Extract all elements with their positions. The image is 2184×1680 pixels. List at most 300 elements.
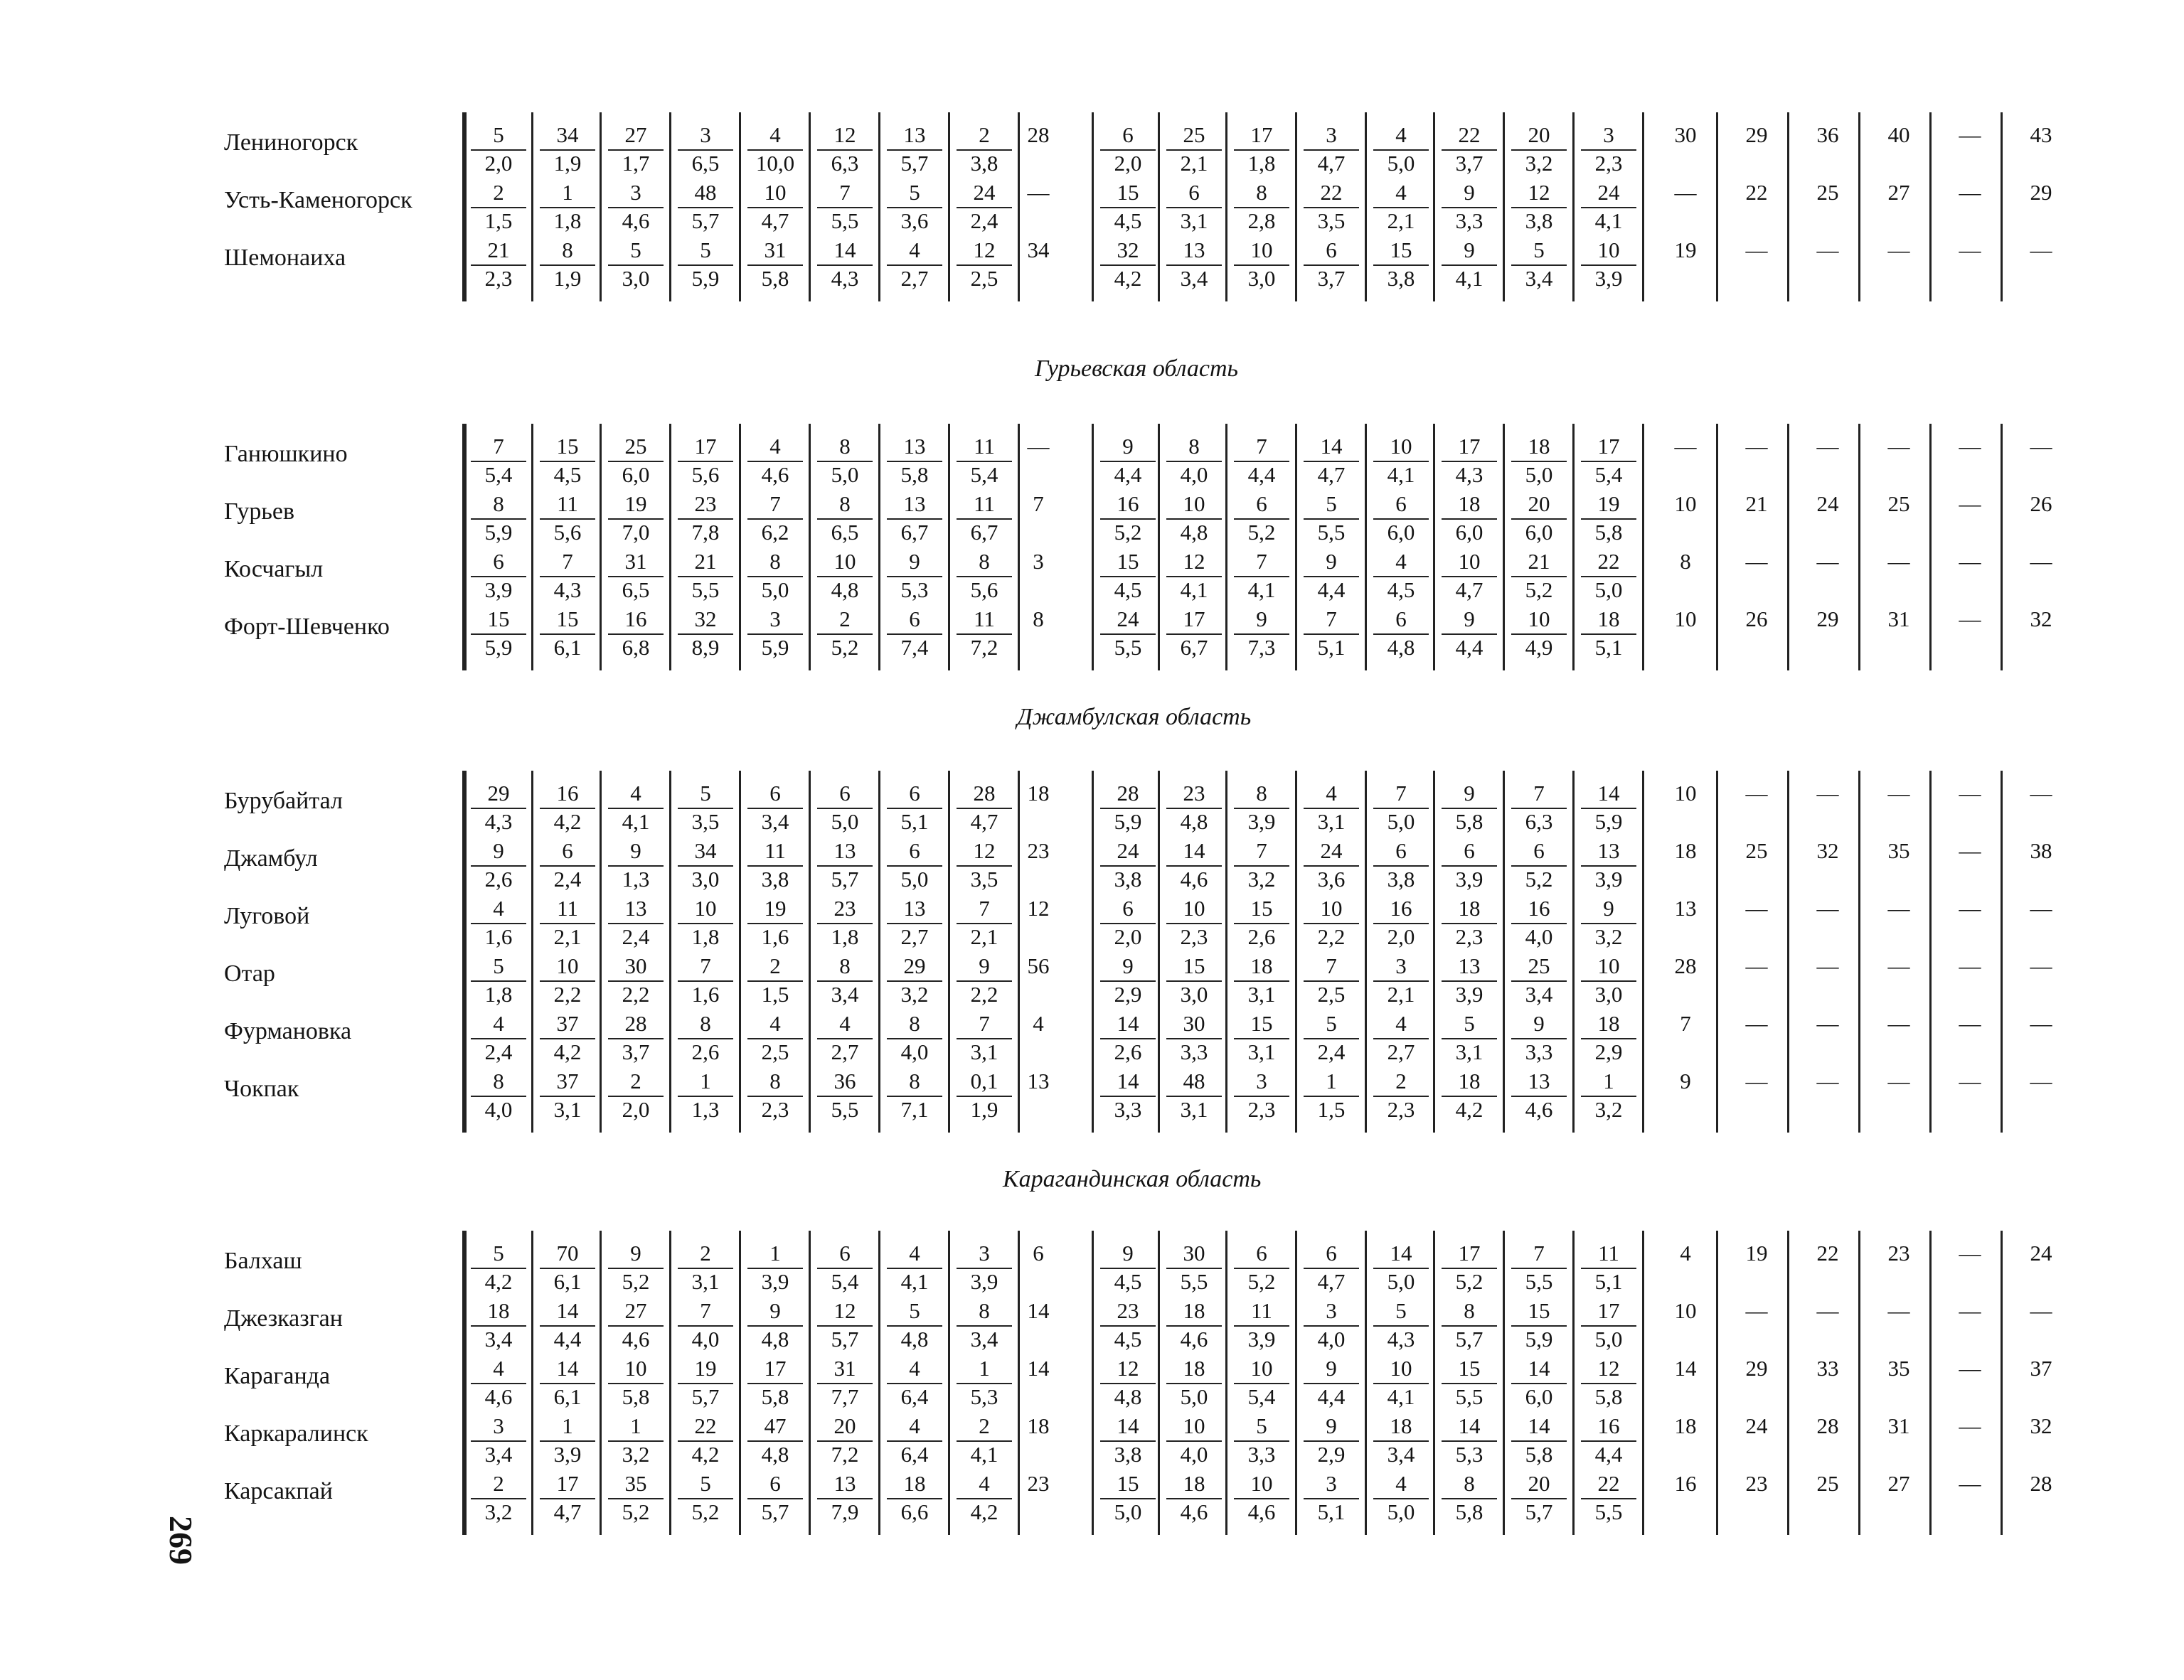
- denominator: 2,4: [484, 1039, 513, 1064]
- denominator: 4,7: [970, 809, 998, 834]
- mid-value: 14: [1027, 1356, 1050, 1381]
- tail-value: 28: [1674, 953, 1697, 978]
- column-rule: [669, 1231, 671, 1535]
- numerator: 20: [1528, 1471, 1550, 1496]
- denominator: 4,1: [1455, 266, 1483, 291]
- numerator: 4: [769, 122, 781, 147]
- numerator: 9: [1464, 606, 1475, 631]
- denominator: 2,6: [1114, 1039, 1142, 1064]
- tail-value: —: [2030, 434, 2052, 459]
- column-rule: [739, 424, 741, 670]
- denominator: 2,2: [553, 982, 582, 1007]
- fraction-cell: [603, 1241, 668, 1295]
- denominator: 4,2: [970, 1499, 998, 1524]
- mid-value: 28: [1027, 122, 1050, 147]
- numerator: 4: [630, 781, 641, 806]
- tail-value: 10: [1674, 606, 1697, 631]
- fraction-cell: [1161, 838, 1227, 892]
- tail-value: —: [2030, 953, 2052, 978]
- fraction-cell: [603, 781, 668, 835]
- numerator: 9: [1326, 1356, 1337, 1381]
- tail-value: —: [1674, 434, 1697, 459]
- fraction-cell: [1299, 1471, 1364, 1525]
- numerator: 7: [1256, 549, 1267, 574]
- denominator: 2,8: [1247, 208, 1276, 233]
- fraction-cell: [742, 1298, 808, 1352]
- fraction-cell: [1299, 491, 1364, 545]
- mid-value: 56: [1027, 953, 1050, 978]
- fraction-cell: [882, 896, 947, 950]
- fraction-cell: [812, 1471, 878, 1525]
- numerator: 6: [909, 781, 920, 806]
- denominator: 3,8: [1387, 266, 1415, 291]
- section-title: Карагандинская область: [1003, 1166, 1262, 1192]
- numerator: 14: [833, 237, 856, 262]
- denominator: 3,1: [691, 1269, 720, 1294]
- fraction-cell: [1095, 838, 1161, 892]
- fraction-cell: [1299, 1413, 1364, 1467]
- fraction-cell: [1506, 838, 1572, 892]
- tail-value: —: [2030, 237, 2052, 262]
- denominator: 4,3: [831, 266, 859, 291]
- denominator: 2,3: [761, 1097, 789, 1122]
- denominator: 5,8: [1525, 1442, 1553, 1467]
- tail-value: 10: [1674, 1298, 1697, 1323]
- tail-value: 10: [1674, 491, 1697, 516]
- denominator: 10,0: [755, 151, 795, 176]
- fraction-cell: [466, 180, 531, 234]
- numerator: 15: [1117, 1471, 1139, 1496]
- numerator: 8: [1256, 781, 1267, 806]
- numerator: 8: [769, 1069, 781, 1093]
- denominator: 3,9: [1247, 1327, 1276, 1352]
- denominator: 3,9: [1594, 266, 1623, 291]
- numerator: 20: [1528, 122, 1550, 147]
- numerator: 13: [903, 434, 926, 459]
- numerator: 1: [1603, 1069, 1614, 1093]
- denominator: 3,8: [1114, 867, 1142, 892]
- numerator: 6: [1326, 1241, 1337, 1266]
- tail-value: 8: [1680, 549, 1691, 574]
- denominator: 3,7: [1455, 151, 1483, 176]
- fraction-cell: [535, 549, 600, 603]
- numerator: 15: [1458, 1356, 1481, 1381]
- tail-value: 25: [1816, 1471, 1839, 1496]
- numerator: 4: [769, 1011, 781, 1036]
- denominator: 3,3: [1455, 208, 1483, 233]
- mid-value: 6: [1033, 1241, 1044, 1266]
- numerator: 30: [624, 953, 647, 978]
- tail-value: —: [1959, 491, 1981, 516]
- denominator: 2,4: [1317, 1039, 1346, 1064]
- tail-value: —: [1887, 549, 1910, 574]
- numerator: 13: [1183, 237, 1205, 262]
- numerator: 14: [1320, 434, 1343, 459]
- denominator: 3,2: [1247, 867, 1276, 892]
- denominator: 3,1: [1455, 1039, 1483, 1064]
- fraction-cell: [1161, 1298, 1227, 1352]
- denominator: 1,8: [691, 924, 720, 949]
- fraction-cell: [882, 1413, 947, 1467]
- numerator: 15: [487, 606, 510, 631]
- denominator: 3,4: [761, 809, 789, 834]
- denominator: 1,3: [691, 1097, 720, 1122]
- fraction-cell: [466, 953, 531, 1007]
- column-rule: [1642, 112, 1644, 301]
- fraction-cell: [1161, 781, 1227, 835]
- column-rule: [1716, 424, 1718, 670]
- fraction-cell: [603, 953, 668, 1007]
- numerator: 9: [630, 838, 641, 863]
- fraction-cell: [1161, 1069, 1227, 1123]
- fraction-cell: [603, 1069, 668, 1123]
- denominator: 3,2: [1594, 1097, 1623, 1122]
- numerator: 5: [700, 1471, 711, 1496]
- fraction-cell: [466, 838, 531, 892]
- fraction-cell: [742, 122, 808, 176]
- denominator: 1,8: [831, 924, 859, 949]
- numerator: 16: [1117, 491, 1139, 516]
- tail-value: —: [1816, 953, 1839, 978]
- denominator: 2,4: [622, 924, 650, 949]
- fraction-cell: [1506, 953, 1572, 1007]
- tail-value: —: [1959, 838, 1981, 863]
- denominator: 5,0: [1387, 809, 1415, 834]
- numerator: 22: [1597, 1471, 1620, 1496]
- denominator: 3,1: [1317, 809, 1346, 834]
- numerator: 5: [1533, 237, 1545, 262]
- numerator: 37: [556, 1069, 579, 1093]
- denominator: 1,5: [761, 982, 789, 1007]
- fraction-cell: [603, 1011, 668, 1065]
- denominator: 5,9: [1525, 1327, 1553, 1352]
- column-rule: [1716, 771, 1718, 1133]
- denominator: 5,2: [1114, 520, 1142, 545]
- fraction-cell: [603, 1298, 668, 1352]
- numerator: 0,1: [970, 1069, 998, 1093]
- denominator: 3,9: [1594, 867, 1623, 892]
- fraction-cell: [1506, 434, 1572, 488]
- fraction-cell: [1161, 953, 1227, 1007]
- station-name: Отар: [224, 961, 275, 987]
- numerator: 9: [1326, 1413, 1337, 1438]
- fraction-cell: [1299, 549, 1364, 603]
- denominator: 4,9: [1525, 635, 1553, 660]
- numerator: 27: [624, 1298, 647, 1323]
- fraction-cell: [812, 1356, 878, 1410]
- numerator: 18: [1458, 1069, 1481, 1093]
- fraction-cell: [1576, 1356, 1641, 1410]
- numerator: 7: [769, 491, 781, 516]
- tail-value: —: [1959, 1241, 1981, 1266]
- denominator: 7,9: [831, 1499, 859, 1524]
- numerator: 23: [1117, 1298, 1139, 1323]
- denominator: 7,4: [900, 635, 929, 660]
- numerator: 21: [694, 549, 717, 574]
- numerator: 5: [493, 122, 504, 147]
- numerator: 10: [694, 896, 717, 921]
- numerator: 18: [1458, 491, 1481, 516]
- denominator: 6,5: [691, 151, 720, 176]
- numerator: 17: [1183, 606, 1205, 631]
- station-name: Гурьев: [224, 498, 295, 525]
- numerator: 18: [1183, 1471, 1205, 1496]
- fraction-cell: [1576, 237, 1641, 291]
- fraction-cell: [812, 1241, 878, 1295]
- denominator: 2,3: [1455, 924, 1483, 949]
- numerator: 6: [1122, 122, 1134, 147]
- denominator: 2,7: [831, 1039, 859, 1064]
- column-rule: [809, 112, 811, 301]
- denominator: 4,7: [1317, 151, 1346, 176]
- denominator: 5,8: [1455, 1499, 1483, 1524]
- numerator: 2: [630, 1069, 641, 1093]
- numerator: 4: [909, 237, 920, 262]
- numerator: 5: [909, 180, 920, 205]
- numerator: 14: [556, 1298, 579, 1323]
- fraction-cell: [535, 1241, 600, 1295]
- denominator: 5,1: [1594, 635, 1623, 660]
- tail-value: —: [1745, 549, 1768, 574]
- denominator: 6,0: [1387, 520, 1415, 545]
- numerator: 37: [556, 1011, 579, 1036]
- numerator: 70: [556, 1241, 579, 1266]
- numerator: 28: [624, 1011, 647, 1036]
- mid-value: 14: [1027, 1298, 1050, 1323]
- numerator: 24: [1117, 606, 1139, 631]
- fraction-cell: [673, 1298, 738, 1352]
- denominator: 6,5: [831, 520, 859, 545]
- fraction-cell: [952, 434, 1017, 488]
- station-name: Усть-Каменогорск: [224, 187, 412, 213]
- numerator: 7: [1533, 1241, 1545, 1266]
- numerator: 6: [1395, 606, 1407, 631]
- fraction-cell: [673, 1471, 738, 1525]
- numerator: 5: [493, 953, 504, 978]
- numerator: 47: [764, 1413, 787, 1438]
- column-rule: [1929, 1231, 1932, 1535]
- denominator: 2,0: [622, 1097, 650, 1122]
- numerator: 11: [974, 434, 995, 459]
- fraction-cell: [812, 896, 878, 950]
- fraction-cell: [742, 237, 808, 291]
- denominator: 5,5: [1180, 1269, 1208, 1294]
- tail-value: 32: [2030, 1413, 2052, 1438]
- denominator: 3,0: [1247, 266, 1276, 291]
- numerator: 35: [624, 1471, 647, 1496]
- column-rule: [739, 112, 741, 301]
- numerator: 7: [493, 434, 504, 459]
- denominator: 5,0: [1525, 462, 1553, 487]
- denominator: 5,9: [484, 635, 513, 660]
- fraction-cell: [882, 1471, 947, 1525]
- fraction-cell: [603, 491, 668, 545]
- tail-value: —: [1959, 1069, 1981, 1093]
- numerator: 2: [700, 1241, 711, 1266]
- denominator: 3,0: [691, 867, 720, 892]
- fraction-cell: [1299, 237, 1364, 291]
- denominator: 4,2: [553, 1039, 582, 1064]
- numerator: 31: [624, 549, 647, 574]
- fraction-cell: [1437, 237, 1502, 291]
- numerator: 10: [1390, 434, 1412, 459]
- tail-value: 29: [1745, 122, 1768, 147]
- column-rule: [531, 771, 533, 1133]
- numerator: 14: [1117, 1011, 1139, 1036]
- fraction-cell: [1368, 1356, 1434, 1410]
- fraction-cell: [1161, 606, 1227, 660]
- fraction-cell: [952, 953, 1017, 1007]
- denominator: 4,1: [1180, 577, 1208, 602]
- numerator: 28: [1117, 781, 1139, 806]
- numerator: 12: [1117, 1356, 1139, 1381]
- tail-value: —: [1959, 1471, 1981, 1496]
- tail-value: —: [1816, 1298, 1839, 1323]
- denominator: 6,0: [622, 462, 650, 487]
- tail-value: —: [1959, 896, 1981, 921]
- fraction-cell: [1229, 122, 1294, 176]
- fraction-cell: [673, 122, 738, 176]
- numerator: 5: [493, 1241, 504, 1266]
- denominator: 5,6: [970, 577, 998, 602]
- denominator: 4,3: [1387, 1327, 1415, 1352]
- fraction-cell: [1368, 953, 1434, 1007]
- denominator: 5,0: [1594, 577, 1623, 602]
- numerator: 18: [1597, 606, 1620, 631]
- fraction-cell: [952, 1413, 1017, 1467]
- denominator: 4,3: [1455, 462, 1483, 487]
- numerator: 10: [624, 1356, 647, 1381]
- tail-value: —: [1816, 1011, 1839, 1036]
- column-rule: [2001, 112, 2003, 301]
- denominator: 8,9: [691, 635, 720, 660]
- fraction-cell: [1299, 953, 1364, 1007]
- denominator: 3,7: [1317, 266, 1346, 291]
- denominator: 6,5: [622, 577, 650, 602]
- denominator: 5,0: [1114, 1499, 1142, 1524]
- fraction-cell: [603, 606, 668, 660]
- numerator: 2: [839, 606, 851, 631]
- denominator: 4,4: [553, 1327, 582, 1352]
- column-rule: [1572, 1231, 1575, 1535]
- fraction-cell: [1095, 1471, 1161, 1525]
- fraction-cell: [1095, 237, 1161, 291]
- fraction-cell: [1506, 237, 1572, 291]
- fraction-cell: [1368, 549, 1434, 603]
- numerator: 13: [903, 122, 926, 147]
- denominator: 4,5: [1114, 1269, 1142, 1294]
- tail-value: —: [1674, 180, 1697, 205]
- numerator: 10: [1250, 1356, 1273, 1381]
- tail-value: 25: [1887, 491, 1910, 516]
- denominator: 3,9: [970, 1269, 998, 1294]
- denominator: 5,0: [900, 867, 929, 892]
- denominator: 5,0: [761, 577, 789, 602]
- denominator: 4,7: [1455, 577, 1483, 602]
- denominator: 4,1: [622, 809, 650, 834]
- numerator: 19: [764, 896, 787, 921]
- fraction-cell: [1506, 549, 1572, 603]
- denominator: 4,6: [1180, 1499, 1208, 1524]
- numerator: 10: [1597, 237, 1620, 262]
- denominator: 3,6: [1317, 867, 1346, 892]
- numerator: 4: [493, 1356, 504, 1381]
- numerator: 10: [1320, 896, 1343, 921]
- denominator: 1,3: [622, 867, 650, 892]
- station-name: Бурубайтал: [224, 788, 343, 814]
- fraction-cell: [1576, 1298, 1641, 1352]
- tail-value: —: [1816, 1069, 1839, 1093]
- denominator: 3,9: [553, 1442, 582, 1467]
- denominator: 4,8: [1114, 1384, 1142, 1409]
- fraction-cell: [882, 606, 947, 660]
- fraction-cell: [1229, 237, 1294, 291]
- tail-value: —: [1745, 781, 1768, 806]
- mid-value: 34: [1027, 237, 1050, 262]
- mid-value: 23: [1027, 838, 1050, 863]
- numerator: 18: [1183, 1298, 1205, 1323]
- numerator: 3: [1395, 953, 1407, 978]
- fraction-cell: [812, 606, 878, 660]
- column-rule: [1787, 112, 1789, 301]
- denominator: 5,6: [691, 462, 720, 487]
- column-rule: [878, 771, 880, 1133]
- fraction-cell: [535, 1069, 600, 1123]
- numerator: 48: [694, 180, 717, 205]
- fraction-cell: [673, 237, 738, 291]
- numerator: 10: [1183, 1413, 1205, 1438]
- fraction-cell: [1095, 491, 1161, 545]
- fraction-cell: [742, 953, 808, 1007]
- denominator: 2,3: [1247, 1097, 1276, 1122]
- fraction-cell: [882, 180, 947, 234]
- numerator: 29: [487, 781, 510, 806]
- numerator: 31: [833, 1356, 856, 1381]
- column-rule: [1365, 1231, 1367, 1535]
- denominator: 2,1: [970, 924, 998, 949]
- fraction-cell: [1368, 1011, 1434, 1065]
- tail-value: 7: [1680, 1011, 1691, 1036]
- denominator: 5,4: [970, 462, 998, 487]
- numerator: 13: [1597, 838, 1620, 863]
- fraction-cell: [1095, 606, 1161, 660]
- denominator: 2,9: [1114, 982, 1142, 1007]
- denominator: 5,0: [1387, 1499, 1415, 1524]
- denominator: 4,7: [1317, 1269, 1346, 1294]
- numerator: 14: [1117, 1069, 1139, 1093]
- denominator: 4,2: [1455, 1097, 1483, 1122]
- fraction-cell: [812, 180, 878, 234]
- station-name: Чокпак: [224, 1076, 299, 1102]
- denominator: 2,3: [484, 266, 513, 291]
- denominator: 1,9: [553, 151, 582, 176]
- numerator: 9: [1122, 1241, 1134, 1266]
- tail-value: 40: [1887, 122, 1910, 147]
- denominator: 1,6: [761, 924, 789, 949]
- denominator: 3,1: [553, 1097, 582, 1122]
- column-rule: [878, 424, 880, 670]
- fraction-cell: [1368, 606, 1434, 660]
- numerator: 8: [839, 491, 851, 516]
- fraction-cell: [1576, 1011, 1641, 1065]
- denominator: 6,4: [900, 1442, 929, 1467]
- fraction-cell: [1161, 1356, 1227, 1410]
- denominator: 4,6: [1247, 1499, 1276, 1524]
- denominator: 5,8: [761, 266, 789, 291]
- denominator: 4,4: [1247, 462, 1276, 487]
- fraction-cell: [1368, 491, 1434, 545]
- tail-value: 35: [1887, 838, 1910, 863]
